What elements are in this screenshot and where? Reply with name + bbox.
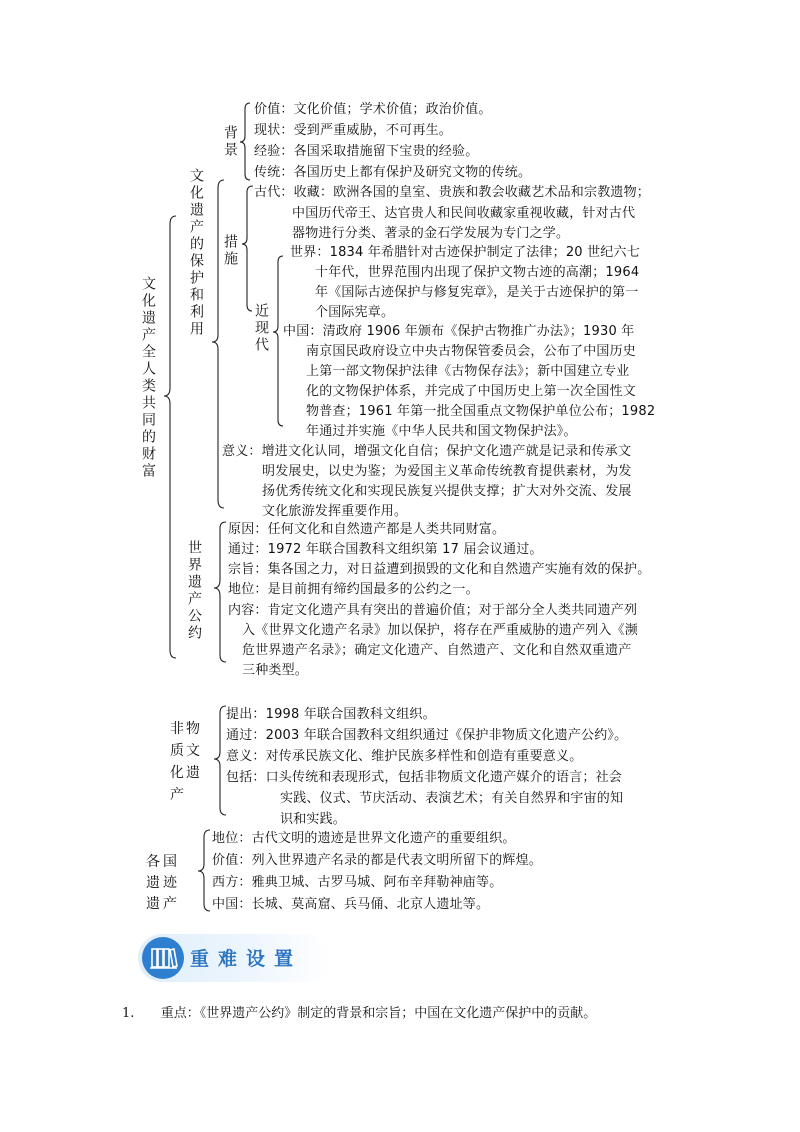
sites-item: 地位：古代文明的遗迹是世界文化遗产的重要组织。 <box>212 831 516 846</box>
sites-item: 价值：列入世界遗产名录的都是代表文明所留下的辉煌。 <box>212 853 543 868</box>
intangible-item: 提出：1998 年联合国教科文组织。 <box>226 707 436 722</box>
convention-content: 入《世界文化遗产名录》加以保护，将存在严重威胁的遗产列入《濒 <box>242 623 639 638</box>
key-point-text: 重点：《世界遗产公约》制定的背景和宗旨；中国在文化遗产保护中的贡献。 <box>160 1006 597 1021</box>
root-label: 文化遗产全人类共同的财富 <box>140 276 156 480</box>
intangible-includes: 实践、仪式、节庆活动、表演艺术；有关自然界和宇宙的知 <box>280 791 624 806</box>
meaning-line: 明发展史，以史为鉴；为爱国主义革命传统教育提供素材，为发 <box>262 464 632 479</box>
key-point-number: 1. <box>122 1006 135 1021</box>
background-item: 现状：受到严重威胁，不可再生。 <box>254 123 453 138</box>
measures-label: 措施 <box>222 234 238 268</box>
sites-item: 中国：长城、莫高窟、兵马俑、北京人遗址等。 <box>212 897 490 912</box>
convention-item: 通过：1972 年联合国教科文组织第 17 届会议通过。 <box>228 542 543 557</box>
world-line: 世界：1834 年希腊针对古迹保护制定了法律；20 世纪六七 <box>290 245 640 260</box>
section-title: 重难设置 <box>190 948 303 970</box>
meaning-line: 扬优秀传统文化和实现民族复兴提供支撑；扩大对外交流、发展 <box>262 484 632 499</box>
sites-item: 西方：雅典卫城、古罗马城、阿布辛拜勒神庙等。 <box>212 875 503 890</box>
convention-label: 世界遗产公约 <box>186 540 202 642</box>
ancient-line: 古代：收藏：欧洲各国的皇室、贵族和教会收藏艺术品和宗教遗物； <box>254 185 651 200</box>
intangible-label: 非物质文化遗产 <box>170 721 202 803</box>
sites-label: 各国遗迹遗产 <box>146 854 180 912</box>
ancient-line: 器物进行分类、著录的金石学发展为专门之学。 <box>292 226 570 241</box>
section-banner <box>138 934 330 982</box>
background-item: 价值：文化价值；学术价值；政治价值。 <box>254 102 492 117</box>
intangible-item: 意义：对传承民族文化、维护民族多样性和创造有重要意义。 <box>226 749 583 764</box>
china-line: 上第一部文物保护法律《古物保存法》；新中国建立专业 <box>306 364 630 379</box>
china-line: 化的文物保护体系，并完成了中国历史上第一次全国性文 <box>306 384 637 399</box>
convention-content: 三种类型。 <box>242 663 309 678</box>
convention-item: 宗旨：集各国之力，对日益遭到损毁的文化和自然遗产实施有效的保护。 <box>228 562 651 577</box>
ancient-line: 中国历代帝王、达官贵人和民间收藏家重视收藏，针对古代 <box>292 206 636 221</box>
background-label: 背景 <box>222 125 238 159</box>
china-line: 年通过并实施《中华人民共和国文物保护法》。 <box>306 424 577 439</box>
intangible-item: 通过：2003 年联合国教科文组织通过《保护非物质文化遗产公约》。 <box>226 728 628 743</box>
world-line: 十年代，世界范围内出现了保护文物古迹的高潮；1964 <box>315 265 640 280</box>
china-line: 物普查；1961 年第一批全国重点文物保护单位公布；1982 <box>306 404 656 419</box>
world-line: 个国际宪章。 <box>315 305 395 320</box>
modern-label: 近现代 <box>253 303 269 354</box>
convention-item: 原因：任何文化和自然遗产都是人类共同财富。 <box>228 522 506 537</box>
protect-label: 文化遗产的保护和利用 <box>188 168 204 338</box>
convention-item: 地位：是目前拥有缔约国最多的公约之一。 <box>228 582 479 597</box>
background-item: 经验：各国采取措施留下宝贵的经验。 <box>254 144 479 159</box>
meaning-line: 意义：增进文化认同，增强文化自信；保护文化遗产就是记录和传承文 <box>222 444 632 459</box>
convention-content: 内容：肯定文化遗产具有突出的普遍价值；对于部分全人类共同遗产列 <box>228 603 638 618</box>
key-point <box>122 1002 596 1021</box>
meaning-line: 文化旅游发挥重要作用。 <box>262 504 408 519</box>
china-line: 中国：清政府 1906 年颁布《保护古物推广办法》；1930 年 <box>283 324 635 339</box>
convention-content: 危世界遗产名录》；确定文化遗产、自然遗产、文化和自然双重遗产 <box>242 643 632 658</box>
intangible-includes: 识和实践。 <box>280 812 347 827</box>
background-item: 传统：各国历史上都有保护及研究文物的传统。 <box>254 165 532 180</box>
intangible-includes: 包括：口头传统和表现形式，包括非物质文化遗产媒介的语言；社会 <box>226 770 623 785</box>
books-icon <box>142 937 184 979</box>
world-line: 年《国际古迹保护与修复宪章》，是关于古迹保护的第一 <box>315 285 639 300</box>
china-line: 南京国民政府设立中央古物保管委员会，公布了中国历史 <box>306 344 637 359</box>
